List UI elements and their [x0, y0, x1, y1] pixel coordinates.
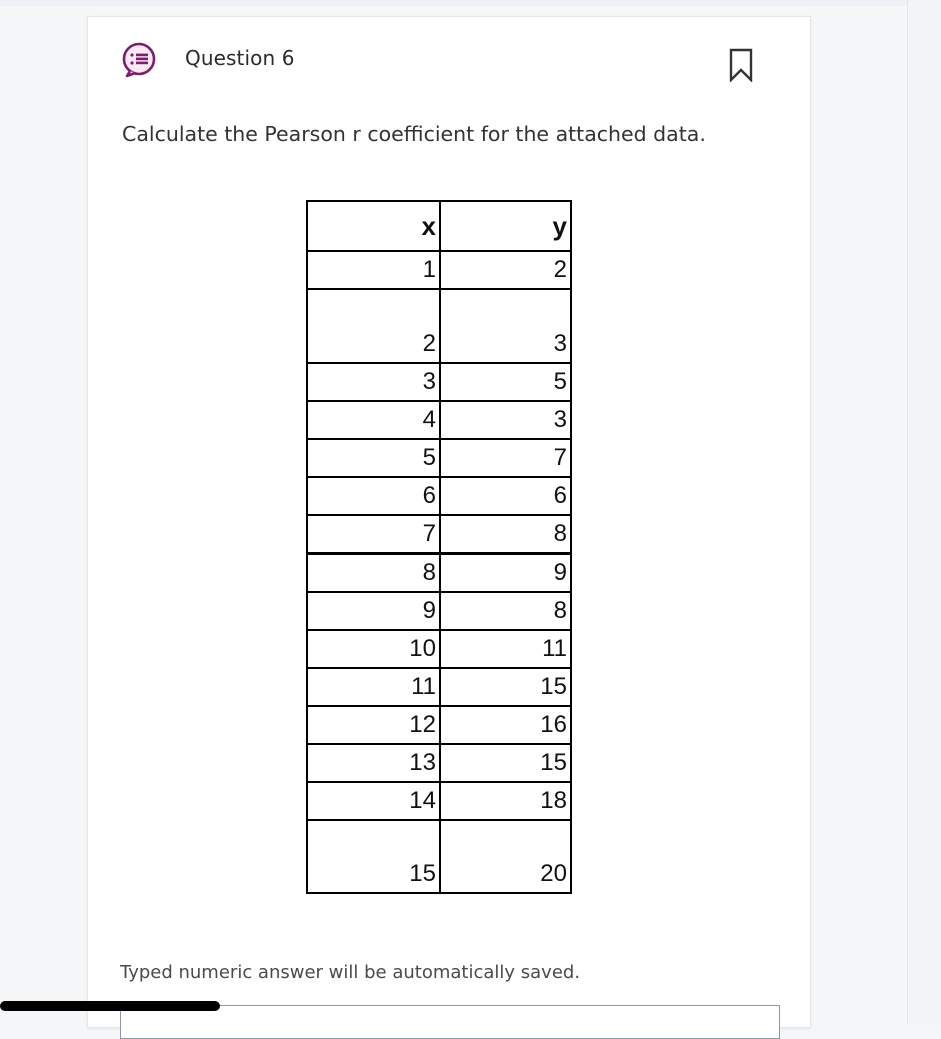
cell-y: 5	[440, 363, 571, 401]
table-row	[307, 251, 571, 289]
cell-x: 5	[307, 439, 440, 477]
cell-x: 11	[307, 668, 440, 706]
table-row	[307, 782, 571, 820]
table-row	[307, 630, 571, 668]
cell-y: 8	[440, 592, 571, 630]
question-prompt: Calculate the Pearson r coefficient for the attached data.	[122, 122, 706, 146]
column-header-x: x	[307, 201, 440, 251]
cell-x: 12	[307, 706, 440, 744]
table-row	[307, 477, 571, 515]
cell-x: 2	[307, 289, 440, 363]
table-row	[307, 592, 571, 630]
cell-y: 11	[440, 630, 571, 668]
table-row	[307, 289, 571, 363]
cell-y: 6	[440, 477, 571, 515]
table-header-row	[307, 201, 571, 251]
cell-x: 1	[307, 251, 440, 289]
table-row	[307, 515, 571, 554]
bookmark-icon[interactable]	[729, 48, 753, 82]
cell-y: 20	[440, 820, 571, 893]
table-row	[307, 820, 571, 893]
question-list-icon	[121, 42, 157, 78]
cell-x: 4	[307, 401, 440, 439]
cell-x: 13	[307, 744, 440, 782]
scroll-indicator[interactable]	[0, 1001, 220, 1011]
table-row	[307, 554, 571, 593]
question-title: Question 6	[185, 46, 295, 70]
cell-y: 8	[440, 515, 571, 554]
cell-y: 15	[440, 668, 571, 706]
cell-x: 8	[307, 554, 440, 593]
cell-y: 15	[440, 744, 571, 782]
table-row	[307, 401, 571, 439]
cell-x: 10	[307, 630, 440, 668]
table-row	[307, 439, 571, 477]
cell-x: 7	[307, 515, 440, 554]
cell-x: 14	[307, 782, 440, 820]
cell-y: 2	[440, 251, 571, 289]
answer-input[interactable]	[120, 1005, 780, 1039]
cell-y: 16	[440, 706, 571, 744]
autosave-note: Typed numeric answer will be automatically saved.	[120, 962, 581, 983]
data-table	[306, 200, 572, 894]
cell-y: 7	[440, 439, 571, 477]
table-row	[307, 706, 571, 744]
cell-y: 3	[440, 289, 571, 363]
column-header-y: y	[440, 201, 571, 251]
cell-x: 15	[307, 820, 440, 893]
cell-y: 9	[440, 554, 571, 593]
cell-y: 3	[440, 401, 571, 439]
cell-y: 18	[440, 782, 571, 820]
cell-x: 3	[307, 363, 440, 401]
table-row	[307, 668, 571, 706]
table-row	[307, 363, 571, 401]
table-row	[307, 744, 571, 782]
cell-x: 6	[307, 477, 440, 515]
right-side-panel	[907, 0, 941, 1024]
cell-x: 9	[307, 592, 440, 630]
